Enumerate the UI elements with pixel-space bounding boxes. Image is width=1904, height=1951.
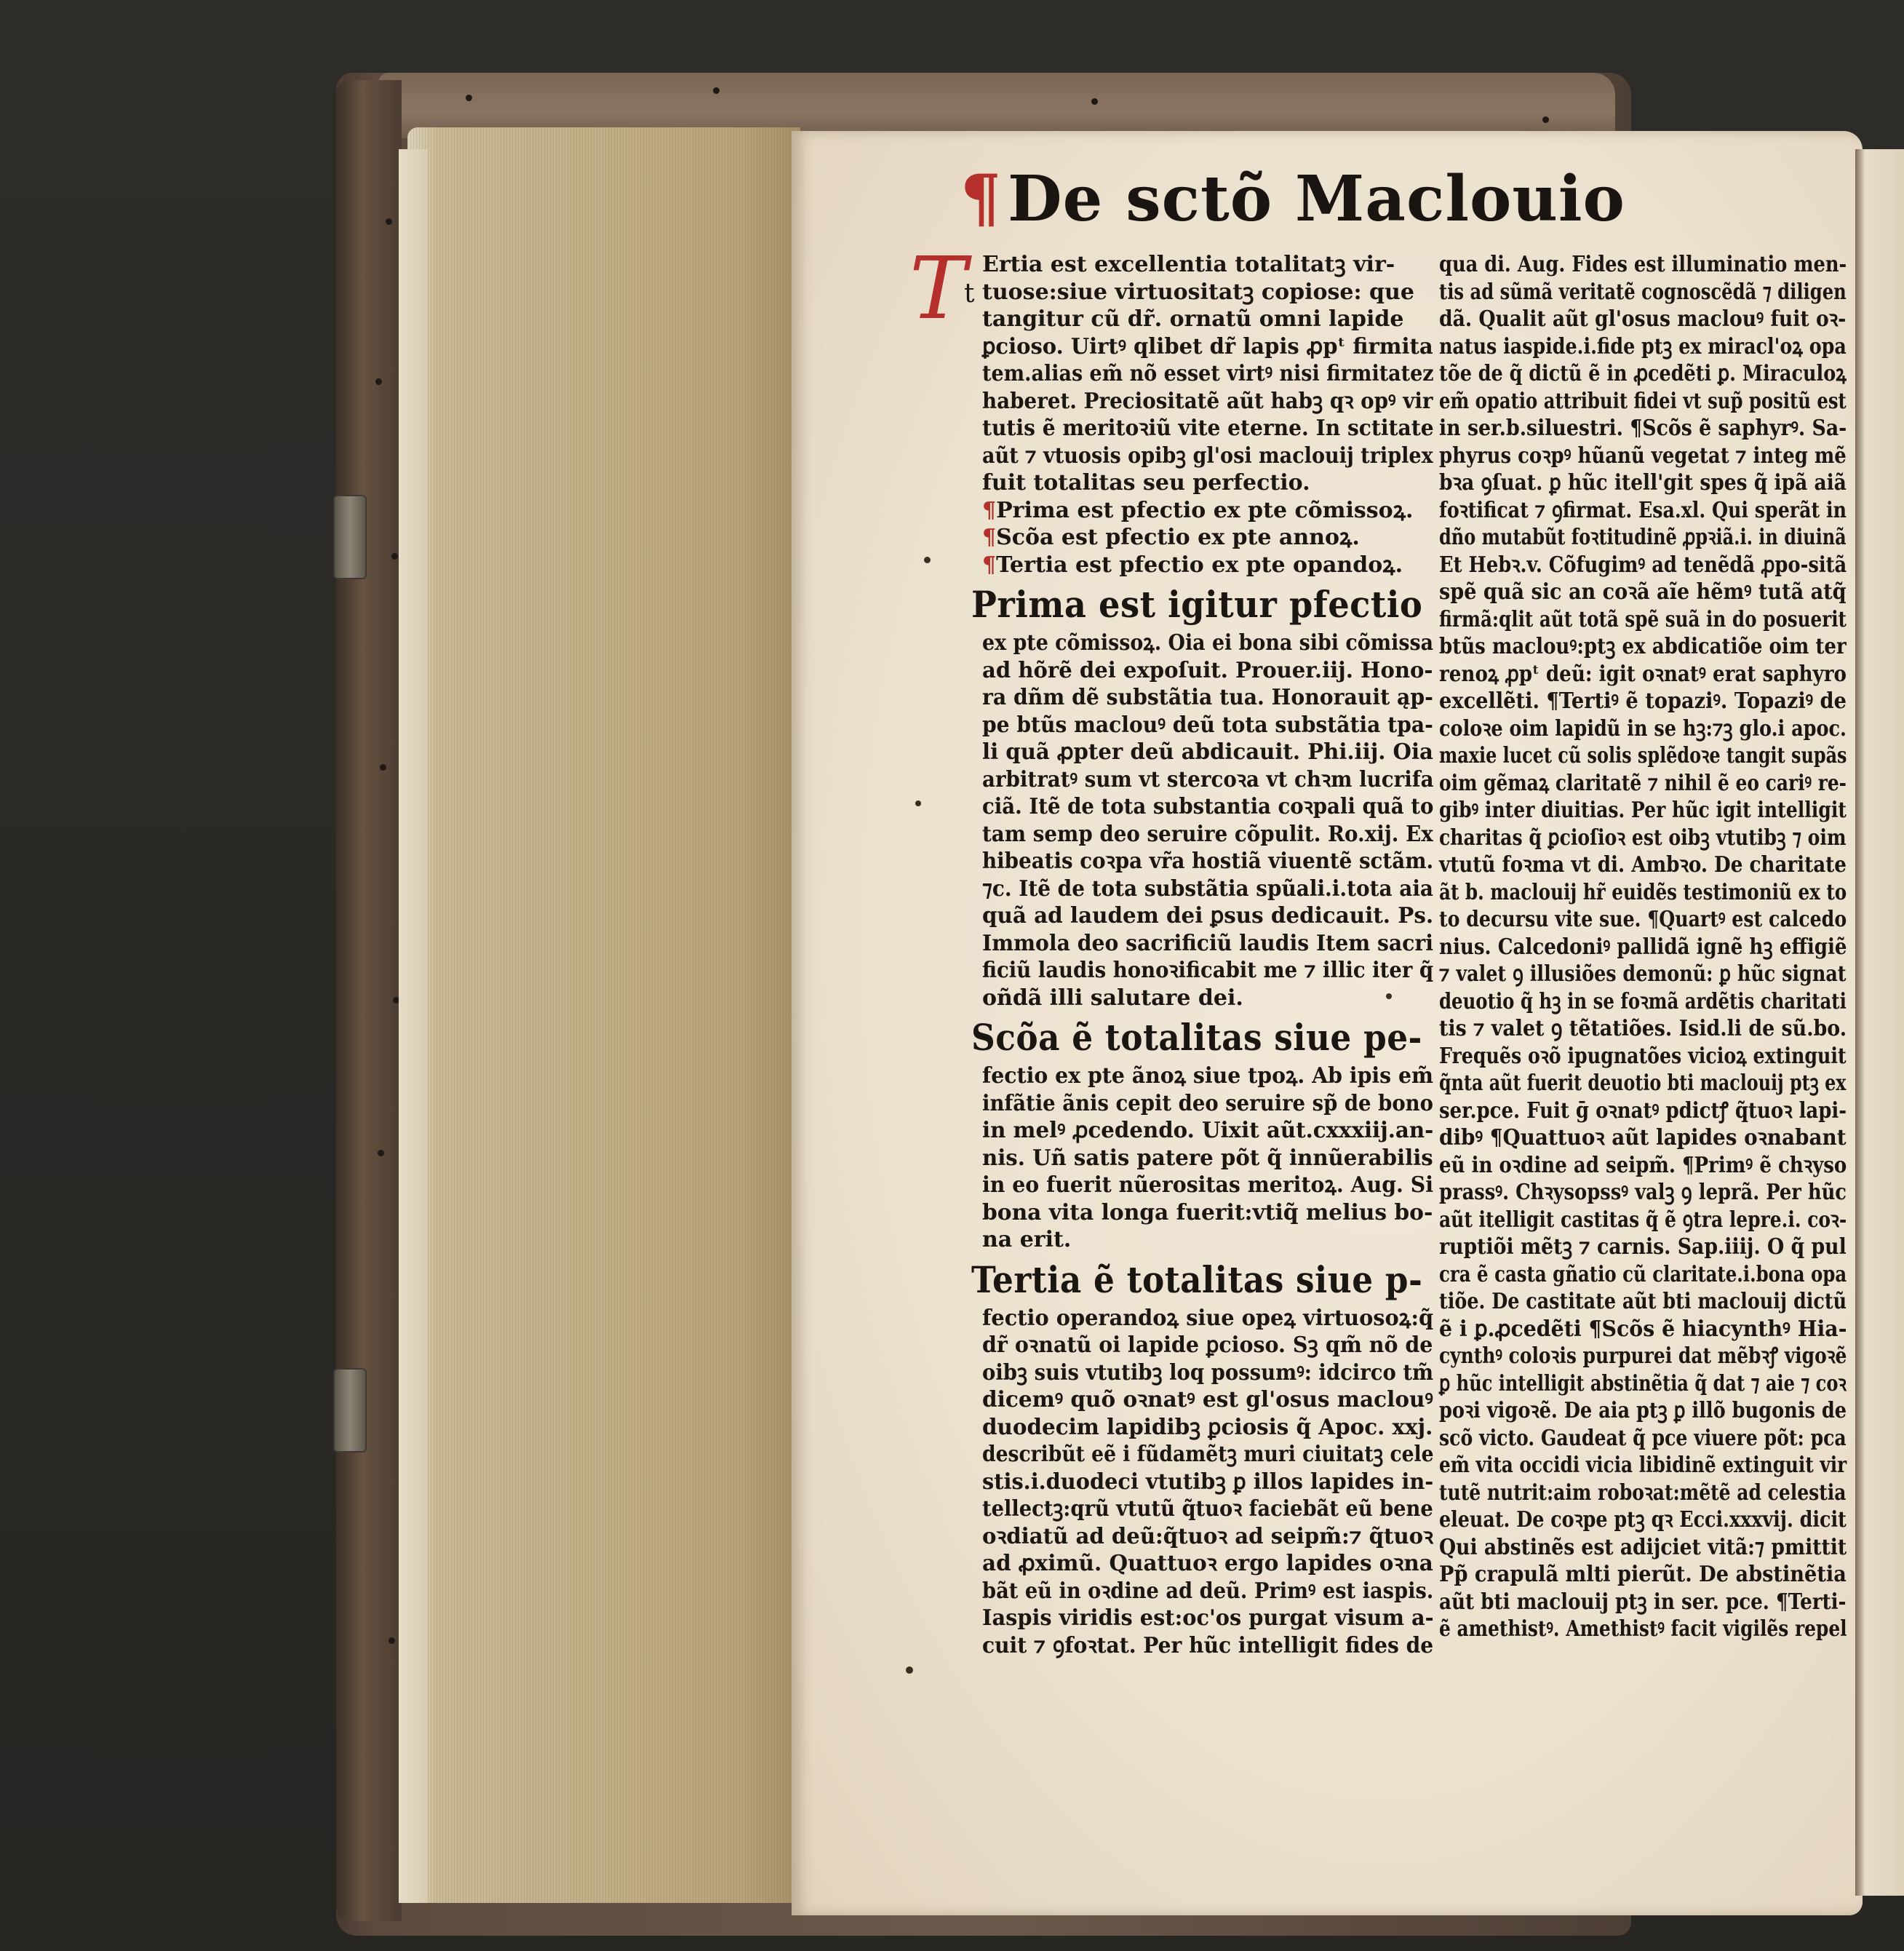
- page-speck: [915, 800, 921, 806]
- text-line: ad ꝓximũ. Quattuoꝛ ergo lapides oꝛna: [982, 1551, 1433, 1576]
- text-line: Qui abstinẽs est adijciet vitã:⁊ pmittit: [1439, 1534, 1847, 1560]
- text-line: spẽ quã sic an coꝛã aĩe hẽmꝰ tutã atq̃: [1439, 579, 1847, 605]
- left-column: [971, 251, 1434, 1659]
- text-line: to decursu vite sue. ¶Quartꝰ est calcedo: [1439, 907, 1847, 932]
- clasp-lower: [333, 1368, 367, 1453]
- clasp-upper: [333, 495, 367, 579]
- text-line: dã. Qualit aũt gl'osus maclouꝰ fuit oꝛ-: [1439, 306, 1847, 332]
- marked-list: [982, 497, 1433, 579]
- text-line: Frequẽs oꝛõ ipugnatões vicioꝝ extinguit: [1439, 1043, 1847, 1069]
- text-line: aũt itelligit castitas q̃ ẽ ꝯtra lepre.i. coꝛ-: [1439, 1207, 1847, 1233]
- worm-hole: [380, 764, 386, 771]
- marked-line: [982, 497, 1433, 525]
- text-line: describũt eẽ i fũdamẽtꝫ muri ciuitatꝫ cele: [982, 1442, 1434, 1467]
- text-line: oim gẽmaꝝ claritatẽ ⁊ nihil ẽ eo cariꝰ re-: [1439, 770, 1847, 796]
- text-line: poꝛi vigoꝛẽ. De aia ptꝫ ꝑ illõ bugonis de: [1439, 1398, 1847, 1423]
- worm-hole: [391, 553, 398, 560]
- text-line: btũs maclouꝰ:ptꝫ ex abdicatiõe oim ter: [1439, 634, 1847, 659]
- text-line: dibꝰ ¶Quattuoꝛ aũt lapides oꝛnabant: [1439, 1125, 1847, 1151]
- text-line: quã ad laudem dei ꝑsus dedicauit. Ps.: [982, 903, 1434, 929]
- text-line: nis. Uñ satis patere põt q̃ innũerabilis: [982, 1145, 1433, 1171]
- section-heading-1: Prima est igitur pfectio: [971, 583, 1423, 626]
- text-line: ⁊c. Itẽ de tota substãtia spũali.i.tota aia: [982, 875, 1434, 902]
- text-line: oñdã illi salutare dei.: [982, 985, 1243, 1011]
- marked-line: [982, 552, 1433, 579]
- text-line: tiõe. De castitate aũt bti maclouij dictũ: [1439, 1289, 1847, 1314]
- page-speck: [924, 557, 931, 563]
- text-line: oꝛdiatũ ad deũ:q̃tuoꝛ ad seipm̃:⁊ q̃tuoꝛ: [982, 1523, 1433, 1549]
- title-text: De sctõ Maclouio: [1008, 162, 1625, 236]
- marked-line-text: Scõa est pfectio ex pte annoꝝ.: [996, 525, 1360, 550]
- text-line: ad hõrẽ dei expoſuit. Prouer.iij. Hono-: [982, 657, 1433, 683]
- text-line: li quã ꝓpter deũ abdicauit. Phi.iij. Oia: [982, 739, 1433, 765]
- page-title: [960, 162, 1761, 236]
- text-line: oibꝫ suis vtutibꝫ loq possumꝰ: idcirco tm̃: [982, 1359, 1434, 1386]
- text-line: vtutũ foꝛma vt di. Ambꝛo. De charitate: [1439, 852, 1847, 878]
- section-heading-2: Scõa ẽ totalitas siue pe-: [971, 1016, 1422, 1059]
- worm-hole: [389, 1637, 395, 1644]
- text-line: infãtie ãnis cepit deo seruire sp̃ de bono: [982, 1090, 1433, 1116]
- paragraph-mark: ¶: [982, 525, 997, 550]
- paragraph-mark: ¶: [982, 497, 997, 523]
- text-line: tellectꝫ:qrũ vtutũ q̃tuoꝛ faciebãt eũ bene: [982, 1496, 1433, 1522]
- text-line: eleuat. De coꝛpe ptꝫ qꝛ Ecci.xxxvij. dicit: [1439, 1507, 1847, 1533]
- text-line: na erit.: [982, 1227, 1072, 1252]
- text-line: dño mutabũt foꝛtitudinẽ ꝓpꝛiã.i. in diuinã: [1439, 525, 1847, 550]
- section-heading-3: Tertia ẽ totalitas siue p-: [971, 1257, 1423, 1301]
- text-line: renoꝝ ꝓpᵗ deũ: igit oꝛnatꝰ erat saphyro: [1439, 661, 1847, 687]
- text-line: charitas q̃ ꝑcioſioꝛ est oibꝫ vtutibꝫ ⁊ oim: [1439, 824, 1847, 851]
- text-line: ficiũ laudis honoꝛificabit me ⁊ illic iter q̃: [982, 958, 1434, 983]
- section-1-text: [982, 629, 1433, 1012]
- text-line: coloꝛe oim lapidũ in se hꝫ:⁊ꝫ glo.i apoc.: [1439, 715, 1847, 742]
- text-line: deuotio q̃ hꝫ in se foꝛmã ardẽtis charitati: [1439, 988, 1847, 1014]
- text-line: ser.pce. Fuit ḡ oꝛnatꝰ pdictꝭ q̃tuoꝛ lapi-: [1439, 1097, 1847, 1124]
- text-line: tis ⁊ valet ꝯ tẽtatiões. Isid.li de sũ.bo.: [1439, 1016, 1847, 1041]
- text-line: stis.i.duodeci vtutibꝫ ꝑ illos lapides in-: [982, 1469, 1434, 1495]
- worm-hole: [466, 95, 472, 101]
- text-line: nius. Calcedoniꝰ pallidã ignẽ hꝫ effigiẽ: [1439, 934, 1847, 960]
- text-line: cuit ⁊ ꝯfoꝛtat. Per hũc intelligit fides de: [982, 1632, 1434, 1658]
- text-line: aũt bti maclouij ptꝫ in ser. pce. ¶Terti-: [1439, 1589, 1847, 1615]
- text-line: dicemꝰ quõ oꝛnatꝰ est gl'osus maclouꝰ: [982, 1387, 1433, 1412]
- text-line: Iaspis viridis est:oc'os purgat visum a-: [982, 1605, 1434, 1631]
- right-column: [1439, 251, 1847, 1643]
- worm-hole: [378, 1150, 384, 1156]
- book-spine: [336, 80, 402, 1921]
- text-line: ãt b. maclouij hr̃ euidẽs testimoniũ ex to: [1439, 879, 1847, 905]
- section-3-text: [982, 1305, 1433, 1660]
- text-line: ruptiõi mẽtꝫ ⁊ carnis. Sap.iiij. O q̃ pul: [1439, 1234, 1847, 1260]
- text-line: bãt eũ in oꝛdine ad deũ. Primꝰ est iaspis.: [982, 1578, 1434, 1604]
- text-line: fuit totalitas seu perfectio.: [982, 470, 1310, 496]
- text-line: hibeatis coꝛpa vr̃a hostiã viuentẽ sctãm.: [982, 849, 1434, 874]
- section-2-text: [982, 1062, 1433, 1254]
- text-line: qua di. Aug. Fides est illuminatio men-: [1439, 252, 1847, 277]
- text-line: fectio operandoꝝ siue opeꝝ virtuosoꝝ:q̃: [982, 1305, 1434, 1331]
- text-line: arbitratꝰ sum vt stercoꝛa vt chꝛm lucrifa: [982, 766, 1434, 792]
- text-line: cynthꝰ coloꝛis purpurei dat mẽbꝛꝭ vigoꝛẽ: [1439, 1343, 1847, 1369]
- text-line: Immola deo sacrificiũ laudis Item sacri: [982, 930, 1433, 956]
- marked-line-text: Prima est pfectio ex pte cõmissoꝝ.: [996, 497, 1414, 523]
- text-line: dr̃ oꝛnatũ oi lapide ꝑcioso. Sꝫ qm̃ nõ de: [982, 1332, 1433, 1358]
- text-line: scõ victo. Gaudeat q̃ pce viuere põt: pca: [1439, 1425, 1847, 1451]
- text-line: ẽ amethistꝰ. Amethistꝰ facit vigilẽs repel: [1439, 1616, 1847, 1642]
- worm-hole: [1542, 116, 1549, 123]
- text-line: tam semp deo seruire cõpulit. Ro.xij. Ex: [982, 821, 1433, 847]
- text-line: cra ẽ casta gñatio cũ claritate.i.bona opa: [1439, 1261, 1847, 1287]
- text-line: ⁊ valet ꝯ illusiões demonũ: ꝑ hũc signat: [1439, 961, 1847, 987]
- text-line: tutis ẽ meritoꝛiũ vite eterne. In sctitate: [982, 416, 1434, 441]
- paragraph-mark: ¶: [982, 552, 997, 578]
- text-line: excellẽti. ¶Tertiꝰ ẽ topaziꝰ. Topaziꝰ de: [1439, 688, 1847, 714]
- text-line: bꝛa ꝯſuat. ꝑ hũc itell'git spes q̃ ipã aiã: [1439, 470, 1847, 496]
- text-line: maxie lucet cũ solis splẽdoꝛe tangit supãs: [1439, 743, 1847, 768]
- text-line: ꝑcioso. Uirtꝰ qlibet dr̃ lapis ꝓpᵗ firmita: [982, 333, 1433, 359]
- text-line: tutẽ nutrit:aim roboꝛat:mẽtẽ ad celestia: [1439, 1479, 1847, 1506]
- text-line: q̃nta aũt fuerit deuotio bti maclouij ptꝫ ex: [1439, 1070, 1847, 1096]
- page-block-edge: [407, 127, 800, 1903]
- text-line: prassꝰ. Chꝛysopssꝰ valꝫ ꝯ leprã. Per hũc: [1439, 1180, 1847, 1205]
- text-line: Et Hebꝛ.v. Cõfugimꝰ ad tenẽdã ꝓpo-sitã: [1439, 552, 1847, 578]
- drop-cap-initial: T: [909, 238, 967, 338]
- worm-hole: [386, 218, 392, 225]
- marked-line-text: Tertia est pfectio ex pte opandoꝝ.: [996, 552, 1403, 578]
- intro-paragraph: [982, 251, 1433, 497]
- text-line: em̃ opatio attribuit fidei vt sup̃ positũ est: [1439, 388, 1847, 414]
- text-line: tis ad sũmã veritatẽ cognoscẽdã ⁊ diligen: [1439, 279, 1847, 305]
- text-line: in eo fuerit nũerositas meritoꝝ. Aug. Si: [982, 1172, 1434, 1198]
- marked-line: [982, 524, 1433, 552]
- text-line: Ertia est excellentia totalitatꝫ vir-: [982, 252, 1395, 277]
- text-line: natus iaspide.i.fide ptꝫ ex miracl'oꝝ opa: [1439, 333, 1847, 359]
- text-line: foꝛtificat ⁊ ꝯfirmat. Esa.xl. Qui sperãt in: [1439, 497, 1847, 523]
- guide-letter: t: [964, 279, 975, 309]
- text-line: tem.alias em̃ nõ esset virtꝰ nisi firmitatez: [982, 361, 1434, 386]
- text-line: fectio ex pte ãnoꝝ siue tpoꝝ. Ab ipis em̃: [982, 1063, 1434, 1089]
- worm-hole: [1091, 98, 1098, 105]
- text-line: eũ in oꝛdine ad seipm̃. ¶Primꝰ ẽ chꝛyso: [1439, 1152, 1847, 1178]
- text-line: ẽ i ꝑ.ꝓcedẽti ¶Scõs ẽ hiacynthꝰ Hia-: [1439, 1316, 1847, 1342]
- next-page-edge: [1855, 149, 1904, 1896]
- text-line: duodecim lapidibꝫ ꝑciosis q̃ Apoc. xxj.: [982, 1414, 1433, 1440]
- text-line: tangitur cũ dr̃. ornatũ omni lapide: [982, 306, 1404, 332]
- text-line: tõe de q̃ dictũ ẽ in ꝓcedẽti ꝑ. Miraculoꝝ: [1439, 361, 1847, 386]
- flyleaf: [399, 149, 428, 1903]
- text-line: ra dñm dẽ substãtia tua. Honorauit ąp-: [982, 685, 1433, 710]
- text-line: aũt ⁊ vtuosis opibꝫ gl'osi maclouij triplex: [982, 442, 1433, 469]
- right-column-text: [1439, 251, 1847, 1643]
- page-speck: [906, 1666, 913, 1674]
- text-line: ꝑ hũc intelligit abstinẽtia q̃ dat ⁊ aie ⁊ coꝛ: [1439, 1370, 1847, 1396]
- text-line: Pp̃ crapulã mlti pierũt. De abstinẽtia: [1439, 1562, 1847, 1587]
- text-line: in melꝰ ꝓcedendo. Uixit aũt.cxxxiij.an-: [982, 1118, 1434, 1143]
- text-line: haberet. Preciositatẽ aũt habꝫ qꝛ opꝰ vir: [982, 388, 1433, 414]
- text-line: ex pte cõmissoꝝ. Oia ei bona sibi cõmissa: [982, 630, 1434, 656]
- worm-hole: [375, 378, 382, 385]
- text-line: gibꝰ inter diuitias. Per hũc igit intelligit: [1439, 798, 1847, 823]
- title-paragraph-mark: ¶: [960, 160, 1002, 236]
- text-line: firmã:qlit aũt totã spẽ suã in do posuerit: [1439, 606, 1847, 632]
- worm-hole: [713, 87, 720, 94]
- text-line: phyrus coꝛpꝰ hũanũ vegetat ⁊ integ mẽ: [1439, 442, 1847, 469]
- text-line: ciã. Itẽ de tota substantia coꝛpali quã to: [982, 794, 1434, 819]
- text-line: pe btũs maclouꝰ deũ tota substãtia tpa-: [982, 712, 1433, 738]
- text-line: em̃ vita occidi vicia libidinẽ extinguit vir: [1439, 1453, 1847, 1478]
- text-line: bona vita longa fuerit:vtiq̃ melius bo-: [982, 1199, 1433, 1225]
- text-line: in ser.b.siluestri. ¶Scõs ẽ saphyrꝰ. Sa-: [1439, 416, 1847, 441]
- text-line: tuose:siue virtuositatꝫ copiose: que: [982, 279, 1414, 305]
